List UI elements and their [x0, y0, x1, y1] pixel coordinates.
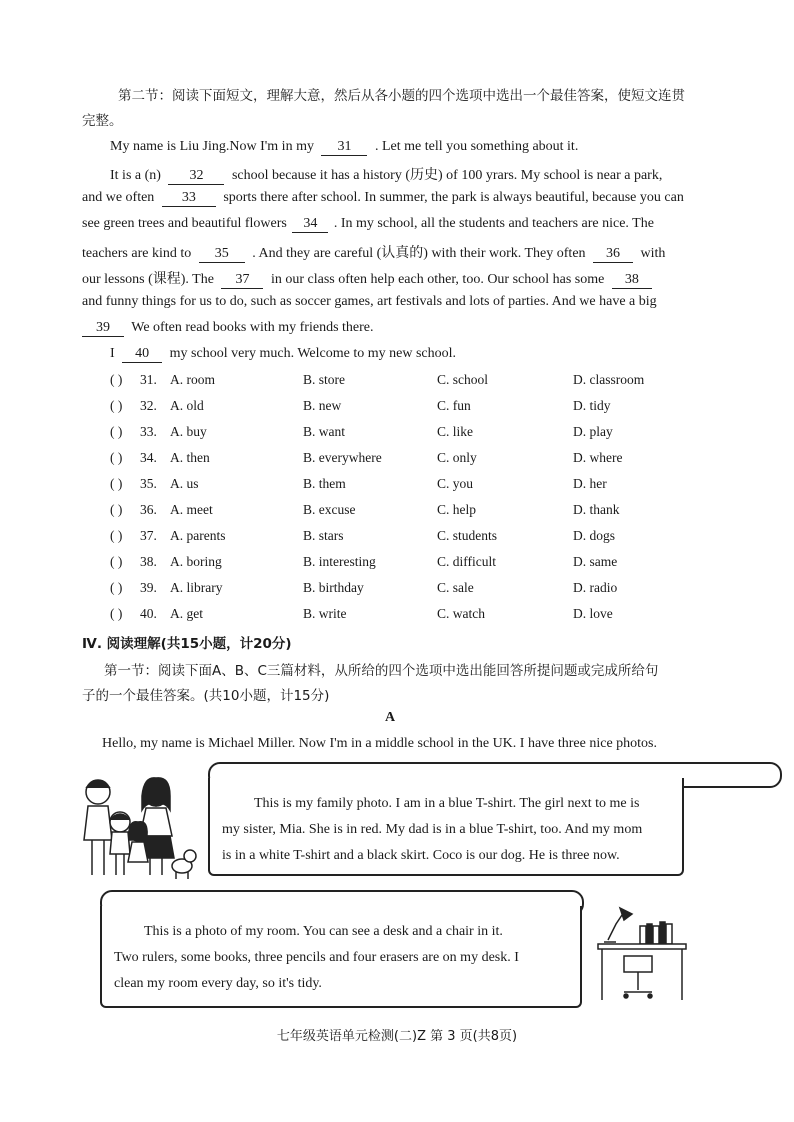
option-a[interactable]: A. room — [170, 372, 215, 387]
family-text-line3: is in a white T-shirt and a black skirt. Coco is our dog. He is three now. — [222, 848, 620, 863]
question-row — [0, 372, 794, 394]
passage-line-6 — [82, 268, 656, 289]
option-b[interactable]: B. interesting — [303, 554, 376, 569]
passage-text: teachers are kind to — [82, 246, 192, 261]
family-text-line1: This is my family photo. I am in a blue T-shirt. The girl next to me is — [254, 796, 640, 811]
question-number: 36. — [140, 502, 157, 517]
question-number: 38. — [140, 554, 157, 569]
question-number: 39. — [140, 580, 157, 595]
option-c[interactable]: C. you — [437, 476, 474, 491]
question-number: 40. — [140, 606, 157, 621]
option-a[interactable]: A. old — [170, 398, 204, 413]
section2-instruction-line2: 完整。 — [82, 113, 123, 129]
option-d[interactable]: D. play — [573, 424, 613, 439]
option-c[interactable]: C. sale — [437, 580, 474, 595]
passage-line-8 — [82, 320, 374, 337]
question-number: 34. — [140, 450, 157, 465]
option-d[interactable]: D. classroom — [573, 372, 645, 387]
answer-bracket[interactable]: ( ) — [110, 528, 123, 543]
part4-instruction-line2: 子的一个最佳答案。(共10小题，计15分) — [82, 688, 330, 704]
page-footer: 七年级英语单元检测(二)Z 第 3 页(共8页) — [276, 1029, 518, 1044]
option-a[interactable]: A. us — [170, 476, 199, 491]
option-c[interactable]: C. difficult — [437, 554, 496, 569]
blank-32: 32 — [168, 168, 224, 185]
question-row — [0, 580, 794, 602]
question-row — [0, 450, 794, 472]
answer-bracket[interactable]: ( ) — [110, 580, 123, 595]
room-photo-scroll — [100, 906, 582, 1008]
passage-text: see green trees and beautiful flowers — [82, 216, 287, 231]
blank-33: 33 — [162, 190, 216, 207]
option-c[interactable]: C. fun — [437, 398, 471, 413]
option-a[interactable]: A. parents — [170, 528, 226, 543]
answer-bracket[interactable]: ( ) — [110, 398, 123, 413]
option-b[interactable]: B. want — [303, 424, 345, 439]
passage-line-2 — [110, 164, 662, 185]
question-row — [0, 424, 794, 446]
blank-37: 37 — [221, 272, 263, 289]
passage-text: and we often — [82, 190, 155, 205]
section2-instruction-line1: 第二节：阅读下面短文，理解大意，然后从各小题的四个选项中选出一个最佳答案，使短文连贯 — [118, 88, 685, 104]
passage-text: My name is Liu Jing.Now I'm in my — [110, 139, 314, 154]
room-text-line1: This is a photo of my room. You can see a desk and a chair in it. — [144, 924, 503, 939]
passage-text: . And they are careful (认真的) with their work. They often — [252, 246, 586, 261]
option-c[interactable]: C. like — [437, 424, 473, 439]
room-text-line2: Two rulers, some books, three pencils and four erasers are on my desk. I — [114, 950, 519, 965]
passage-a-label: A — [385, 710, 396, 725]
option-a[interactable]: A. then — [170, 450, 210, 465]
option-b[interactable]: B. stars — [303, 528, 344, 543]
question-number: 32. — [140, 398, 157, 413]
part4-instruction-line1: 第一节：阅读下面A、B、C三篇材料，从所给的四个选项中选出能回答所提问题或完成所给句 — [104, 663, 659, 679]
passage-line-3 — [82, 190, 684, 207]
question-number: 35. — [140, 476, 157, 491]
question-row — [0, 606, 794, 628]
blank-39: 39 — [82, 320, 124, 337]
answer-bracket[interactable]: ( ) — [110, 450, 123, 465]
blank-36: 36 — [593, 246, 633, 263]
blank-35: 35 — [199, 246, 245, 263]
answer-bracket[interactable]: ( ) — [110, 606, 123, 621]
option-d[interactable]: D. thank — [573, 502, 620, 517]
question-number: 31. — [140, 372, 157, 387]
passage-text: our lessons (课程). The — [82, 272, 214, 287]
desk-illustration — [594, 904, 694, 1004]
option-a[interactable]: A. buy — [170, 424, 207, 439]
option-c[interactable]: C. school — [437, 372, 489, 387]
option-b[interactable]: B. store — [303, 372, 345, 387]
option-a[interactable]: A. boring — [170, 554, 222, 569]
passage-text: . In my school, all the students and teachers are nice. The — [333, 216, 654, 231]
passage-text: sports there after school. In summer, the park is always beautiful, because you can — [223, 190, 684, 205]
passage-text: my school very much. Welcome to my new school. — [169, 346, 457, 361]
blank-34: 34 — [292, 216, 328, 233]
passage-a-intro: Hello, my name is Michael Miller. Now I'm in a middle school in the UK. I have three nice photos. — [102, 736, 658, 751]
question-row — [0, 398, 794, 420]
option-d[interactable]: D. love — [573, 606, 613, 621]
passage-text: in our class often help each other, too. Our school has some — [270, 272, 605, 287]
option-b[interactable]: B. excuse — [303, 502, 356, 517]
question-row — [0, 554, 794, 576]
passage-line-5 — [82, 242, 665, 263]
option-a[interactable]: A. meet — [170, 502, 213, 517]
answer-bracket[interactable]: ( ) — [110, 424, 123, 439]
family-photo-scroll — [208, 778, 684, 876]
passage-line-7 — [82, 294, 657, 310]
option-c[interactable]: C. watch — [437, 606, 485, 621]
option-b[interactable]: B. new — [303, 398, 342, 413]
passage-line-9 — [110, 346, 456, 363]
option-a[interactable]: A. get — [170, 606, 203, 621]
blank-31: 31 — [321, 139, 367, 156]
question-row — [0, 528, 794, 550]
passage-text: I — [110, 346, 115, 361]
option-a[interactable]: A. library — [170, 580, 223, 595]
passage-text: It is a (n) — [110, 168, 161, 183]
option-b[interactable]: B. birthday — [303, 580, 364, 595]
option-b[interactable]: B. everywhere — [303, 450, 382, 465]
question-number: 33. — [140, 424, 157, 439]
option-d[interactable]: D. her — [573, 476, 607, 491]
question-number: 37. — [140, 528, 157, 543]
option-d[interactable]: D. radio — [573, 580, 618, 595]
option-b[interactable]: B. them — [303, 476, 346, 491]
blank-38: 38 — [612, 272, 652, 289]
option-c[interactable]: C. students — [437, 528, 498, 543]
option-d[interactable]: D. where — [573, 450, 623, 465]
option-b[interactable]: B. write — [303, 606, 347, 621]
room-text-line3: clean my room every day, so it's tidy. — [114, 976, 322, 991]
passage-line-4 — [82, 216, 654, 233]
passage-text: We often read books with my friends there. — [131, 320, 374, 335]
answer-bracket[interactable]: ( ) — [110, 502, 123, 517]
passage-text: school because it has a history (历史) of 100 yrars. My school is near a park, — [231, 168, 663, 183]
part4-heading: Ⅳ. 阅读理解(共15小题，计20分) — [82, 636, 292, 652]
passage-line-1 — [110, 139, 578, 156]
question-row — [0, 476, 794, 498]
passage-text: with — [640, 246, 666, 261]
option-d[interactable]: D. tidy — [573, 398, 611, 413]
option-c[interactable]: C. help — [437, 502, 476, 517]
passage-text: and funny things for us to do, such as soccer games, art festivals and lots of parties. And we have a big — [82, 294, 657, 309]
family-illustration — [70, 770, 200, 885]
option-c[interactable]: C. only — [437, 450, 477, 465]
question-row — [0, 502, 794, 524]
answer-bracket[interactable]: ( ) — [110, 476, 123, 491]
option-d[interactable]: D. same — [573, 554, 618, 569]
option-d[interactable]: D. dogs — [573, 528, 616, 543]
answer-bracket[interactable]: ( ) — [110, 372, 123, 387]
blank-40: 40 — [122, 346, 162, 363]
family-text-line2: my sister, Mia. She is in red. My dad is in a blue T-shirt, too. And my mom — [222, 822, 643, 837]
passage-text: . Let me tell you something about it. — [374, 139, 579, 154]
answer-bracket[interactable]: ( ) — [110, 554, 123, 569]
